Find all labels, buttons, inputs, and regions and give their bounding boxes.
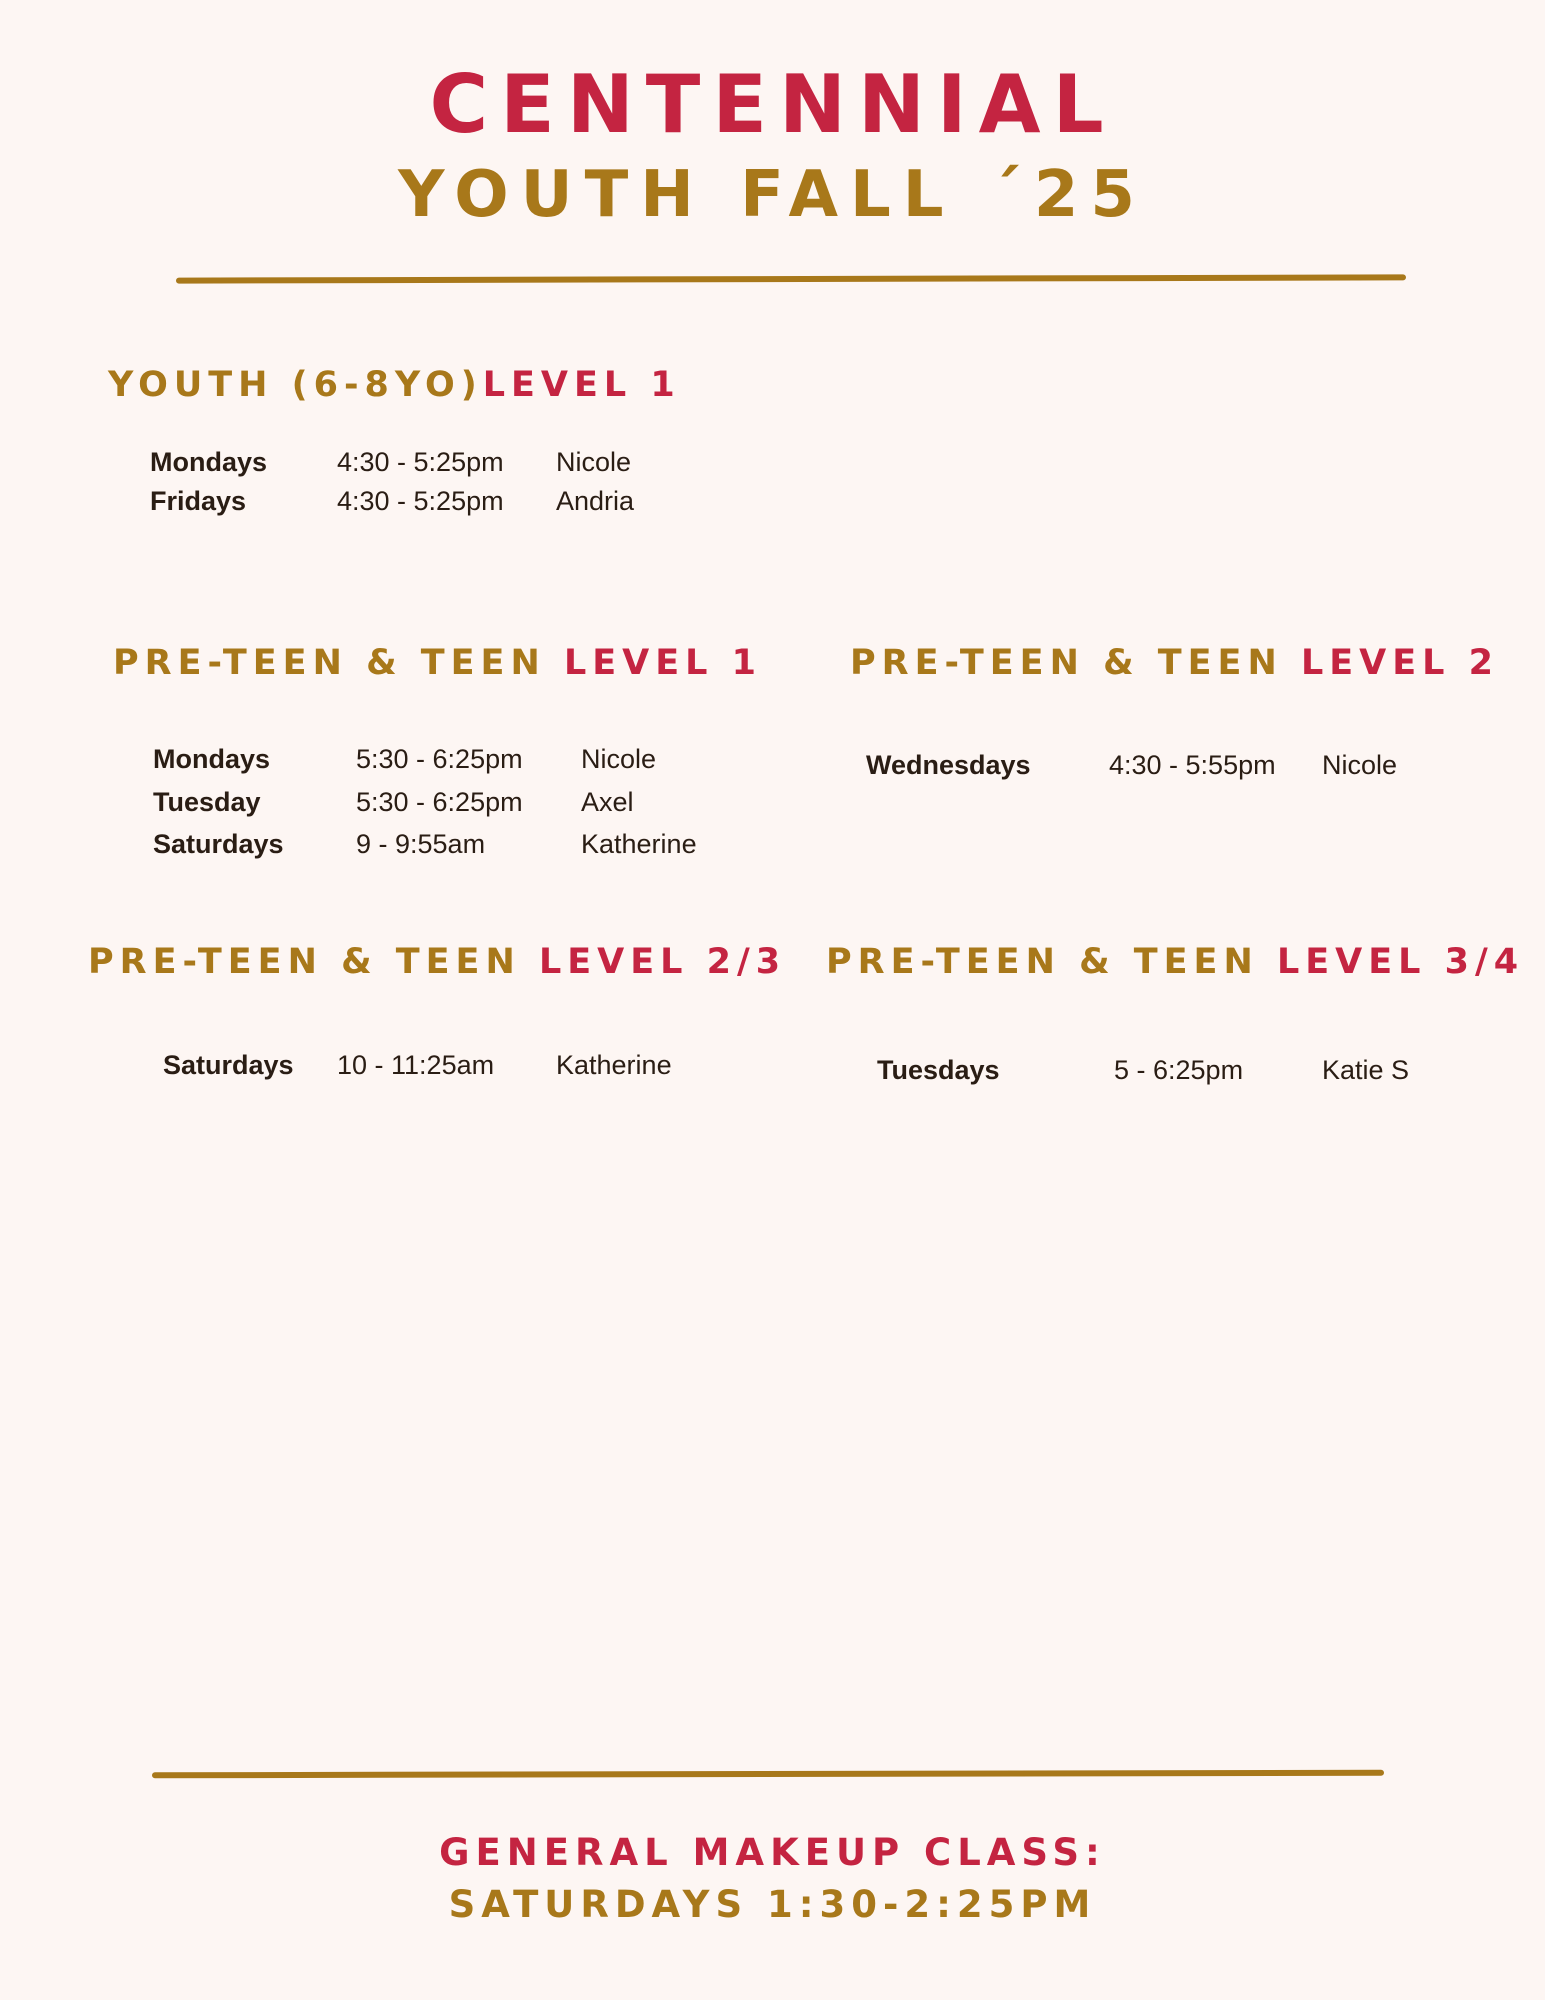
- schedule-row: [0, 1046, 770, 1084]
- class-instructor: Nicole: [581, 744, 657, 774]
- class-time: 4:30 - 5:25pm: [337, 447, 504, 477]
- heading-level: LEVEL 2/3: [538, 942, 787, 982]
- class-instructor: Axel: [581, 787, 634, 817]
- heading-group: PRE-TEEN & TEEN: [826, 942, 1277, 982]
- heading-group: PRE-TEEN & TEEN: [88, 942, 539, 982]
- top-divider: [176, 274, 1406, 283]
- class-time: 4:30 - 5:55pm: [1109, 750, 1276, 780]
- heading-level: LEVEL 2: [1300, 643, 1500, 683]
- class-day: Fridays: [150, 486, 247, 516]
- class-day: Mondays: [150, 447, 268, 477]
- section-heading-teen-level-1: [113, 641, 762, 685]
- page-title: CENTENNIAL: [429, 58, 1116, 151]
- makeup-class-label: GENERAL MAKEUP CLASS:: [439, 1831, 1106, 1874]
- class-instructor: Nicole: [556, 447, 632, 477]
- class-day: Saturdays: [153, 829, 284, 859]
- schedule-row: [0, 825, 770, 863]
- class-day: Tuesday: [153, 787, 261, 817]
- section-heading-teen-level-2: [850, 641, 1499, 685]
- heading-group: YOUTH (6-8YO): [108, 365, 483, 405]
- class-day: Wednesdays: [866, 750, 1031, 780]
- heading-group: PRE-TEEN & TEEN: [850, 643, 1301, 683]
- class-instructor: Katherine: [556, 1050, 672, 1080]
- schedule-row: [0, 482, 1545, 520]
- section-heading-teen-level-3-4: [826, 940, 1524, 984]
- class-instructor: Nicole: [1322, 750, 1398, 780]
- schedule-row: [770, 1051, 1545, 1089]
- page-subtitle: YOUTH FALL ´25: [398, 158, 1147, 232]
- section-heading-teen-level-2-3: [88, 940, 786, 984]
- schedule-row: [770, 746, 1545, 784]
- heading-level: LEVEL 1: [482, 365, 681, 405]
- makeup-class-time: SATURDAYS 1:30-2:25PM: [448, 1883, 1097, 1926]
- heading-level: LEVEL 1: [563, 643, 763, 683]
- class-time: 10 - 11:25am: [337, 1050, 495, 1080]
- heading-level: LEVEL 3/4: [1276, 942, 1525, 982]
- class-day: Mondays: [153, 744, 271, 774]
- heading-group: PRE-TEEN & TEEN: [113, 643, 564, 683]
- class-day: Saturdays: [163, 1050, 294, 1080]
- section-heading-youth-level-1: [108, 363, 681, 407]
- schedule-row: [0, 443, 1545, 481]
- class-day: Tuesdays: [877, 1055, 1000, 1085]
- schedule-row: [0, 783, 770, 821]
- class-time: 5 - 6:25pm: [1114, 1055, 1244, 1085]
- class-time: 4:30 - 5:25pm: [337, 486, 504, 516]
- bottom-divider: [152, 1770, 1384, 1779]
- class-time: 5:30 - 6:25pm: [356, 744, 523, 774]
- class-time: 9 - 9:55am: [356, 829, 486, 859]
- class-instructor: Andria: [556, 486, 635, 516]
- class-time: 5:30 - 6:25pm: [356, 787, 523, 817]
- schedule-row: [0, 740, 770, 778]
- class-instructor: Katie S: [1322, 1055, 1410, 1085]
- class-instructor: Katherine: [581, 829, 697, 859]
